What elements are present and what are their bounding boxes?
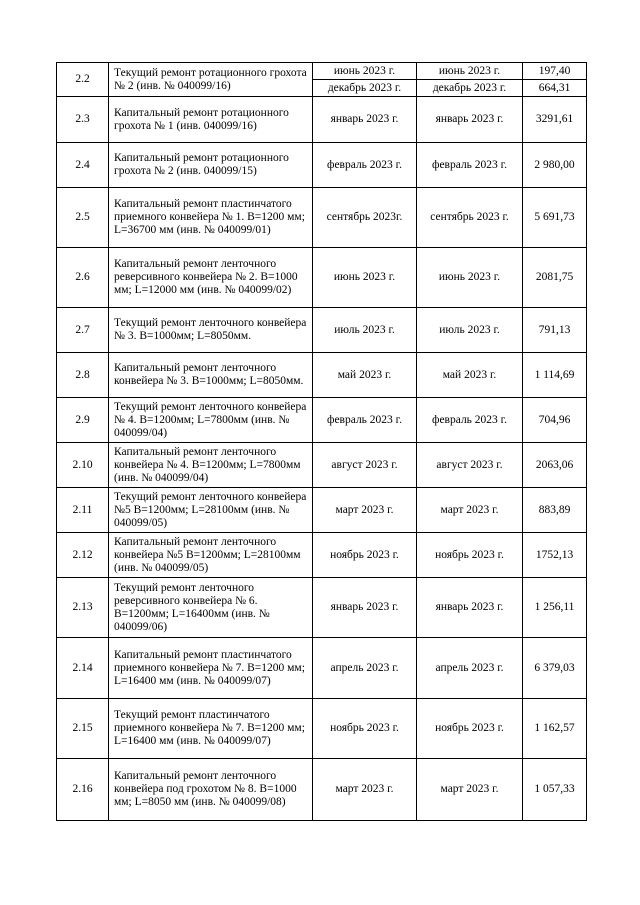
end-date: май 2023 г. xyxy=(417,353,523,398)
item-description: Капитальный ремонт ленточного конвейера под грохотом № 8. В=1000 мм; L=8050 мм (инв. № 040099/08) xyxy=(109,759,313,821)
table-row xyxy=(57,398,587,443)
start-date: январь 2023 г. xyxy=(313,97,417,143)
item-number: 2.14 xyxy=(57,638,109,699)
table-row xyxy=(57,188,587,248)
amount: 791,13 xyxy=(523,308,587,353)
item-description: Капитальный ремонт пластинчатого приемного конвейера № 1. В=1200 мм; L=36700 мм (инв. № 040099/01) xyxy=(109,188,313,248)
amount: 704,96 xyxy=(523,398,587,443)
start-date: февраль 2023 г. xyxy=(313,398,417,443)
start-date: июнь 2023 г. xyxy=(313,248,417,308)
end-date: апрель 2023 г. xyxy=(417,638,523,699)
item-number: 2.3 xyxy=(57,97,109,143)
item-number: 2.7 xyxy=(57,308,109,353)
item-number: 2.12 xyxy=(57,533,109,578)
item-number: 2.2 xyxy=(57,63,109,97)
end-date: январь 2023 г. xyxy=(417,97,523,143)
item-number: 2.4 xyxy=(57,143,109,188)
end-date: июнь 2023 г. xyxy=(417,63,523,80)
item-description: Капитальный ремонт ротационного грохота № 2 (инв. 040099/15) xyxy=(109,143,313,188)
item-description: Капитальный ремонт ленточного конвейера № 3. В=1000мм; L=8050мм. xyxy=(109,353,313,398)
table-row xyxy=(57,699,587,759)
table-row xyxy=(57,353,587,398)
start-date: ноябрь 2023 г. xyxy=(313,533,417,578)
item-description: Капитальный ремонт ротационного грохота № 1 (инв. 040099/16) xyxy=(109,97,313,143)
item-description: Капитальный ремонт пластинчатого приемного конвейера № 7. В=1200 мм; L=16400 мм (инв. № 040099/07) xyxy=(109,638,313,699)
item-description: Текущий ремонт ленточного конвейера № 4. В=1200мм; L=7800мм (инв. № 040099/04) xyxy=(109,398,313,443)
end-date: январь 2023 г. xyxy=(417,578,523,638)
item-description: Капитальный ремонт ленточного реверсивного конвейера № 2. В=1000 мм; L=12000 мм (инв. № 040099/02) xyxy=(109,248,313,308)
item-description: Текущий ремонт пластинчатого приемного конвейера № 7. В=1200 мм; L=16400 мм (инв. № 040099/07) xyxy=(109,699,313,759)
table-row xyxy=(57,63,587,80)
item-description: Текущий ремонт ленточного конвейера №5 В=1200мм; L=28100мм (инв. № 040099/05) xyxy=(109,488,313,533)
item-number: 2.5 xyxy=(57,188,109,248)
repair-schedule-table xyxy=(56,62,587,821)
table-row xyxy=(57,143,587,188)
table-row xyxy=(57,488,587,533)
amount: 1 114,69 xyxy=(523,353,587,398)
end-date: ноябрь 2023 г. xyxy=(417,699,523,759)
end-date: июль 2023 г. xyxy=(417,308,523,353)
end-date: декабрь 2023 г. xyxy=(417,80,523,97)
amount: 1752,13 xyxy=(523,533,587,578)
start-date: июнь 2023 г. xyxy=(313,63,417,80)
amount: 5 691,73 xyxy=(523,188,587,248)
amount: 1 057,33 xyxy=(523,759,587,821)
item-number: 2.13 xyxy=(57,578,109,638)
end-date: февраль 2023 г. xyxy=(417,398,523,443)
item-description: Текущий ремонт ротационного грохота № 2 (инв. № 040099/16) xyxy=(109,63,313,97)
item-description: Текущий ремонт ленточного конвейера № 3. В=1000мм; L=8050мм. xyxy=(109,308,313,353)
item-number: 2.11 xyxy=(57,488,109,533)
item-description: Капитальный ремонт ленточного конвейера № 4. В=1200мм; L=7800мм (инв. № 040099/04) xyxy=(109,443,313,488)
table-row xyxy=(57,443,587,488)
start-date: январь 2023 г. xyxy=(313,578,417,638)
amount: 197,40 xyxy=(523,63,587,80)
end-date: март 2023 г. xyxy=(417,488,523,533)
amount: 2063,06 xyxy=(523,443,587,488)
amount: 1 256,11 xyxy=(523,578,587,638)
start-date: август 2023 г. xyxy=(313,443,417,488)
item-number: 2.16 xyxy=(57,759,109,821)
start-date: апрель 2023 г. xyxy=(313,638,417,699)
table-row xyxy=(57,638,587,699)
start-date: март 2023 г. xyxy=(313,759,417,821)
start-date: декабрь 2023 г. xyxy=(313,80,417,97)
start-date: ноябрь 2023 г. xyxy=(313,699,417,759)
item-number: 2.6 xyxy=(57,248,109,308)
item-number: 2.8 xyxy=(57,353,109,398)
item-description: Капитальный ремонт ленточного конвейера №5 В=1200мм; L=28100мм (инв. № 040099/05) xyxy=(109,533,313,578)
end-date: сентябрь 2023 г. xyxy=(417,188,523,248)
item-description: Текущий ремонт ленточного реверсивного конвейера № 6. В=1200мм; L=16400мм (инв. № 040099/06) xyxy=(109,578,313,638)
amount: 2081,75 xyxy=(523,248,587,308)
table-row xyxy=(57,578,587,638)
end-date: март 2023 г. xyxy=(417,759,523,821)
end-date: июнь 2023 г. xyxy=(417,248,523,308)
item-number: 2.15 xyxy=(57,699,109,759)
end-date: февраль 2023 г. xyxy=(417,143,523,188)
start-date: март 2023 г. xyxy=(313,488,417,533)
table-row xyxy=(57,533,587,578)
amount: 1 162,57 xyxy=(523,699,587,759)
table-row xyxy=(57,308,587,353)
amount: 883,89 xyxy=(523,488,587,533)
table-row xyxy=(57,759,587,821)
start-date: июль 2023 г. xyxy=(313,308,417,353)
end-date: ноябрь 2023 г. xyxy=(417,533,523,578)
item-number: 2.9 xyxy=(57,398,109,443)
item-number: 2.10 xyxy=(57,443,109,488)
amount: 3291,61 xyxy=(523,97,587,143)
amount: 2 980,00 xyxy=(523,143,587,188)
end-date: август 2023 г. xyxy=(417,443,523,488)
amount: 664,31 xyxy=(523,80,587,97)
amount: 6 379,03 xyxy=(523,638,587,699)
start-date: февраль 2023 г. xyxy=(313,143,417,188)
start-date: сентябрь 2023г. xyxy=(313,188,417,248)
table-row xyxy=(57,97,587,143)
table-row xyxy=(57,248,587,308)
start-date: май 2023 г. xyxy=(313,353,417,398)
